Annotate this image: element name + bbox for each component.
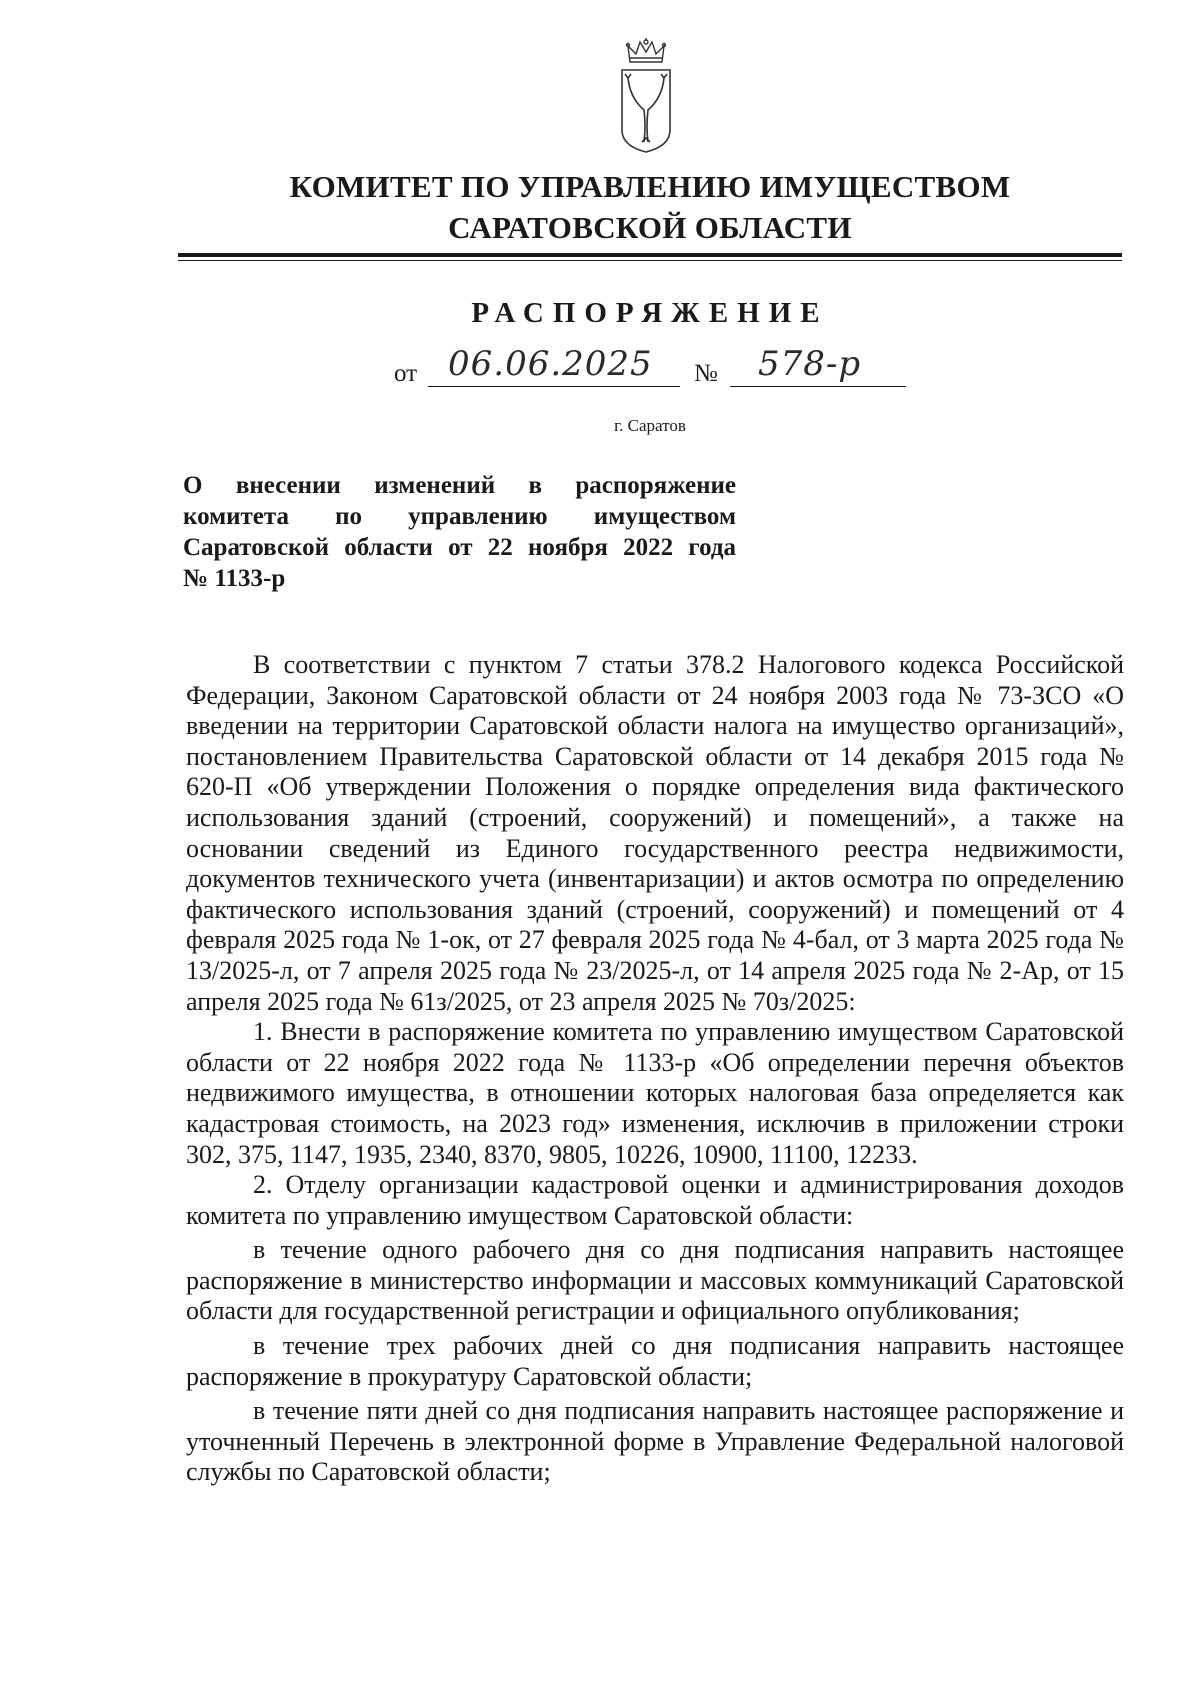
document-type-heading: РАСПОРЯЖЕНИЕ [471, 297, 829, 329]
header-divider-thick [178, 253, 1122, 257]
date-prefix: от [394, 360, 418, 387]
subject-line: № 1133-р [183, 565, 286, 592]
saratov-coat-of-arms-icon [616, 38, 676, 154]
body-paragraph-item-2: 2. Отделу организации кадастровой оценки и администрирования доходов комитета по управлению имуществом Саратовской области: [186, 1170, 1124, 1230]
body-paragraph-preamble: В соответствии с пунктом 7 статьи 378.2 Налогового кодекса Российской Федерации, Законом Саратовской области от 24 ноября 2003 года № 73-ЗСО «О введении на территории Саратовской области налога на имущество организаций», постановлением Правительства Саратовской области от 14 декабря 2015 года № 620-П «Об утверждении Положения о порядке определения вида фактического использования зданий (строений, сооружений) и помещений», а также на основании сведений из Единого государственного реестра недвижимости, документов технического учета (инвентаризации) и актов осмотра по определению фактического использования зданий (строений, сооружений) и помещений от 4 февраля 2025 года № 1-ок, от 27 февраля 2025 года № 4-бал, от 3 марта 2025 года № 13/2025-л, от 7 апреля 2025 года № 23/2025-л, от 14 апреля 2025 года № 2-Ар, от 15 апреля 2025 года № 61з/2025, от 23 апреля 2025 № 70з/2025: [186, 650, 1124, 1016]
body-paragraph-item-1: 1. Внести в распоряжение комитета по управлению имуществом Саратовской области от 22 ноября 2022 года № 1133-р «Об определении перечня объектов недвижимого имущества, в отношении которых налоговая база определяется как кадастровая стоимость, на 2023 год» изменения, исключив в приложении строки 302, 375, 1147, 1935, 2340, 8370, 9805, 10226, 10900, 11100, 12233. [186, 1017, 1124, 1169]
date-underline [428, 386, 680, 387]
issue-city: г. Саратов [614, 416, 686, 435]
document-body [186, 650, 1124, 1488]
organization-name-line1: КОМИТЕТ ПО УПРАВЛЕНИЮ ИМУЩЕСТВОМ [289, 169, 1011, 204]
number-prefix: № [694, 360, 718, 387]
body-paragraph-subitem: в течение одного рабочего дня со дня подписания направить настоящее распоряжение в министерство информации и массовых коммуникаций Саратовской области для государственной регистрации и официального опубликования; [186, 1235, 1124, 1326]
header-divider-thin [178, 260, 1122, 261]
body-paragraph-subitem: в течение пяти дней со дня подписания направить настоящее распоряжение и уточненный Перечень в электронной форме в Управление Федеральной налоговой службы по Саратовской области; [186, 1396, 1124, 1487]
body-paragraph-subitem: в течение трех рабочих дней со дня подписания направить настоящее распоряжение в прокуратуру Саратовской области; [186, 1331, 1124, 1391]
number-underline [730, 386, 906, 387]
handwritten-number: 578-р [758, 344, 862, 384]
subject-line: комитета по управлению имуществом [183, 503, 736, 530]
document-subject [183, 470, 736, 594]
handwritten-date: 06.06.2025 [448, 344, 653, 384]
subject-line: Саратовской области от 22 ноября 2022 года [183, 534, 736, 561]
subject-line: О внесении изменений в распоряжение [183, 472, 736, 499]
organization-name-line2: САРАТОВСКОЙ ОБЛАСТИ [448, 210, 852, 245]
organization-name [170, 166, 1130, 248]
